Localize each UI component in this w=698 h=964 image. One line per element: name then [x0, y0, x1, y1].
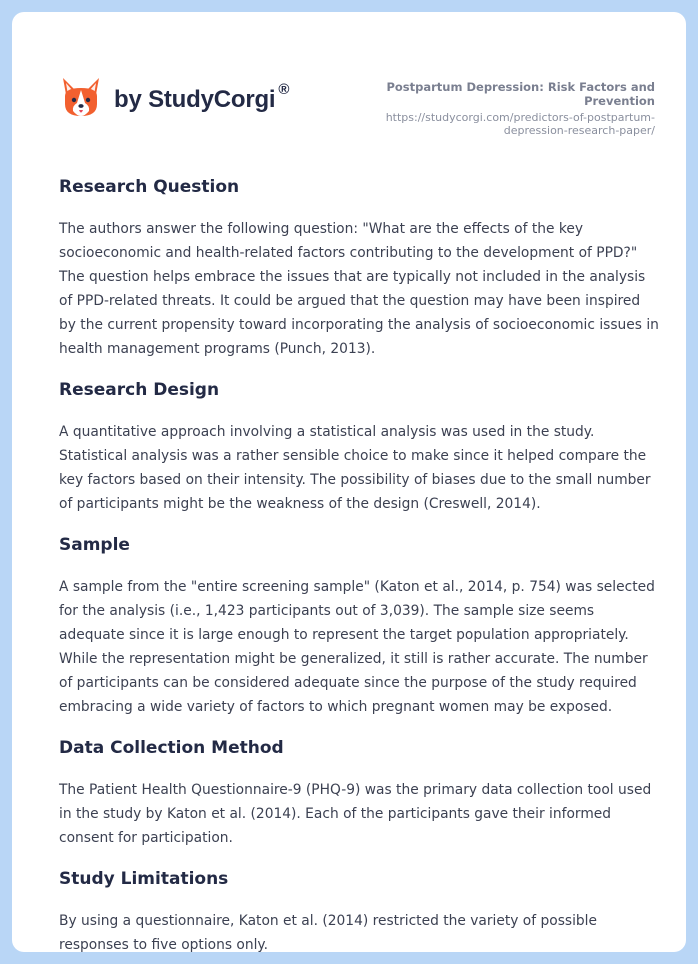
section-sample — [59, 534, 659, 719]
document-title: Postpartum Depression: Risk Factors and Prevention — [386, 80, 655, 108]
document-url-line-1: https://studycorgi.com/predictors-of-postpartum- — [385, 111, 655, 124]
section-heading: Research Design — [59, 380, 220, 400]
studycorgi-logo[interactable] — [60, 76, 289, 120]
section-heading: Research Question — [59, 177, 240, 197]
section-paragraph: The authors answer the following question: "What are the effects of the key socioeconomic and health-related factors contributing to the development of PPD?" The question helps embrace the issues that are typically not included in the analysis of PPD-related threats. It could be argued that the question may have been inspired by the current propensity toward incorporating the analysis of socioeconomic issues in health management programs (Punch, 2013). — [59, 221, 659, 357]
section-heading: Data Collection Method — [59, 738, 284, 758]
section-heading: Sample — [59, 535, 130, 555]
brand-name: by StudyCorgi ® — [114, 80, 290, 113]
registered-mark: ® — [278, 80, 290, 98]
section-heading: Study Limitations — [59, 869, 229, 889]
section-paragraph: The Patient Health Questionnaire-9 (PHQ-9) was the primary data collection tool used in the study by Katon et al. (2014). Each of the participants gave their informed consent for participation. — [59, 782, 652, 846]
section-paragraph: A sample from the "entire screening sample" (Katon et al., 2014, p. 754) was selected for the analysis (i.e., 1,423 participants out of 3,039). The sample size seems adequate since it is large enough to represent the target population appropriately. While the representation might be generalized, it still is rather accurate. The number of participants can be considered adequate since the purpose of the study required embracing a wide variety of factors to which pregnant women may be exposed. — [59, 579, 655, 715]
document-body — [59, 176, 659, 952]
section-data-collection-method — [59, 737, 659, 850]
section-paragraph: By using a questionnaire, Katon et al. (2014) restricted the variety of possible responses to five options only. — [59, 913, 597, 952]
document-meta — [325, 80, 655, 137]
section-research-question — [59, 176, 659, 361]
section-study-limitations — [59, 868, 659, 952]
section-paragraph: A quantitative approach involving a statistical analysis was used in the study. Statistical analysis was a rather sensible choice to make since it helped compare the key factors based on their intensity. The possibility of biases due to the small number of participants might be the weakness of the design (Creswell, 2014). — [59, 424, 651, 512]
section-research-design — [59, 379, 659, 516]
document-url[interactable] — [325, 111, 655, 137]
document-url-line-2: depression-research-paper/ — [503, 124, 655, 137]
corgi-icon — [60, 76, 102, 120]
document-card — [12, 12, 686, 952]
